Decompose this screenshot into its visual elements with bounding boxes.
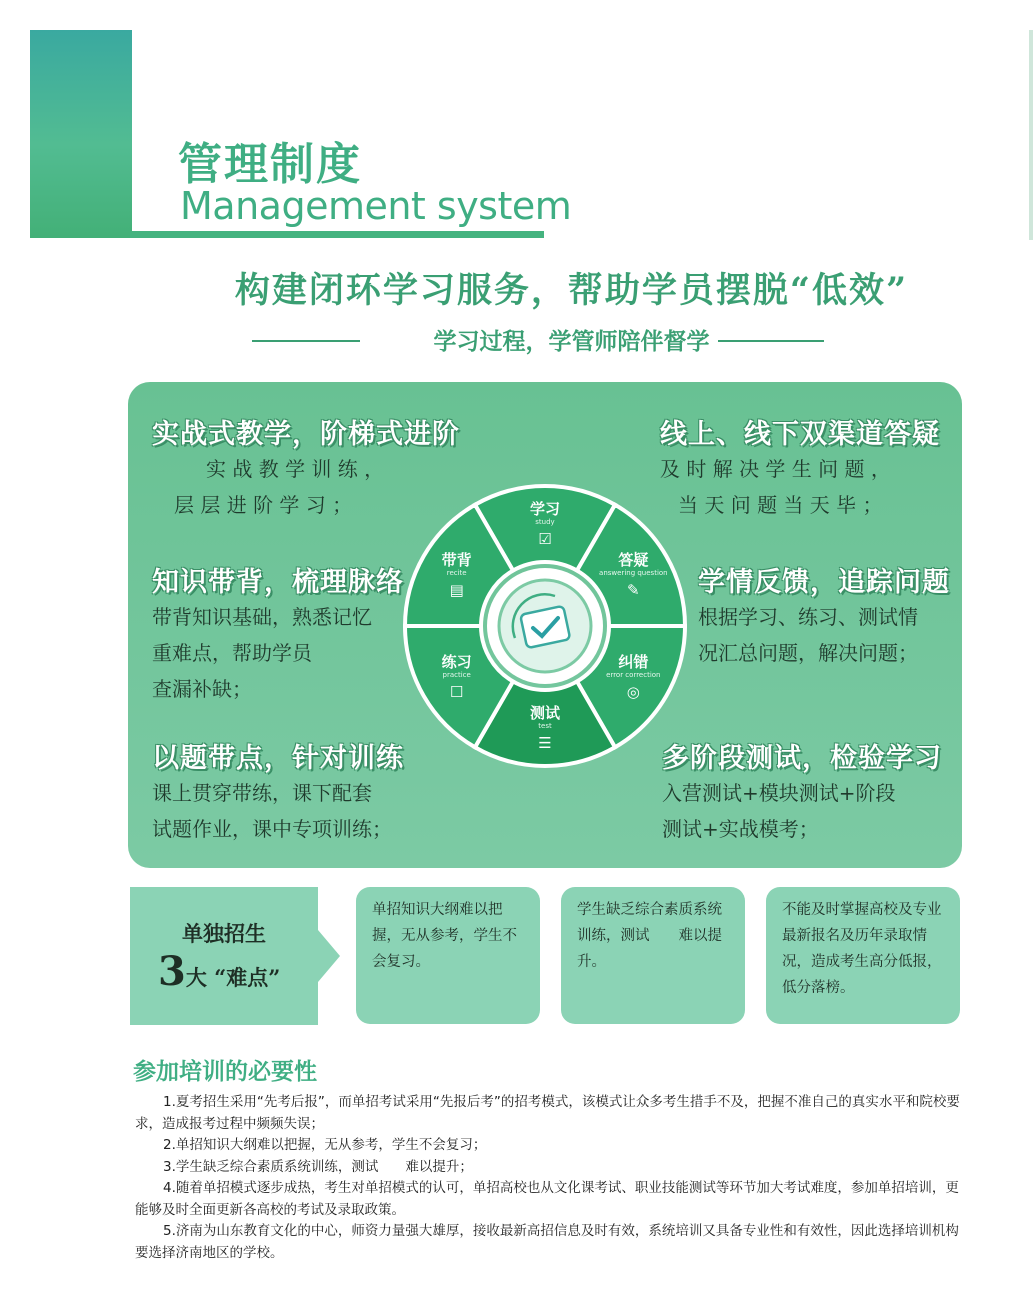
feature-line: 重难点，帮助学员 bbox=[152, 641, 312, 665]
wheel-segment-english: recite bbox=[446, 569, 467, 577]
necessity-item: 3.学生缺乏综合素质系统训练，测试 难以提升； bbox=[163, 1158, 473, 1175]
learning-cycle-wheel bbox=[402, 483, 688, 769]
sub-slogan: 学习过程，学管师陪伴督学 bbox=[433, 328, 710, 355]
necessity-title: 参加培训的必要性 bbox=[133, 1059, 317, 1085]
feature-line: 测试+实战模考； bbox=[662, 817, 819, 841]
difficulty-number: 3 bbox=[158, 948, 186, 995]
divider-right bbox=[718, 340, 824, 342]
wheel-segment-english: answering question bbox=[599, 569, 668, 577]
header-color-block bbox=[30, 30, 132, 238]
difficulty-card bbox=[356, 887, 540, 1024]
feature-line: 层 层 进 阶 学 习 ； bbox=[174, 493, 353, 517]
wheel-segment-label: 测试 bbox=[529, 704, 560, 722]
page-edge-strip bbox=[1029, 30, 1033, 240]
feature-title: 以题带点，针对训练 bbox=[152, 743, 404, 774]
wheel-segment-label: 答疑 bbox=[618, 551, 649, 569]
feature-title: 多阶段测试，检验学习 bbox=[662, 743, 942, 774]
feature-line: 根据学习、练习、测试情 bbox=[698, 605, 918, 629]
feature-line: 实 战 教 学 训 练 ， bbox=[206, 457, 385, 481]
difficulty-count bbox=[158, 948, 280, 995]
feature-line: 及 时 解 决 学 生 问 题 ， bbox=[660, 457, 891, 481]
feature-title: 线上、线下双渠道答疑 bbox=[660, 419, 940, 450]
necessity-item: 2.单招知识大纲难以把握，无从参考，学生不会复习； bbox=[163, 1137, 487, 1153]
necessity-list bbox=[135, 1092, 965, 1264]
slogan: 构建闭环学习服务，帮助学员摆脱“低效” bbox=[234, 270, 909, 311]
wheel-segment-english: error correction bbox=[606, 671, 661, 679]
wheel-segment-english: practice bbox=[442, 671, 471, 679]
chat-icon: ☐ bbox=[449, 683, 464, 701]
feature-line: 入营测试+模块测试+阶段 bbox=[662, 781, 896, 805]
difficulty-heading: 单独招生 bbox=[182, 921, 266, 946]
page-title: 管理制度 bbox=[178, 139, 362, 190]
page-subtitle: Management system bbox=[180, 184, 572, 228]
necessity-item: 1.夏考招生采用“先考后报”，而单招考试采用“先报后考”的招考模式，该模式让众多考生措手不及，把握不准自己的真实水平和院校要求，造成报考过程中频频失误； bbox=[135, 1094, 960, 1132]
wheel-segment-english: test bbox=[538, 722, 552, 730]
pencil-icon: ✎ bbox=[627, 581, 640, 599]
feature-targeted-training bbox=[152, 736, 404, 847]
list-icon: ☰ bbox=[538, 734, 552, 752]
feature-knowledge-recite bbox=[152, 560, 404, 707]
feature-title: 实战式教学，阶梯式进阶 bbox=[152, 419, 460, 450]
feature-line: 带背知识基础，熟悉记忆 bbox=[152, 605, 372, 629]
difficulty-card-text: 学生缺乏综合素质系统训练，测试 难以提升。 bbox=[577, 902, 722, 970]
feature-line: 查漏补缺； bbox=[152, 677, 252, 701]
difficulty-card-text: 不能及时掌握高校及专业最新报名及历年录取情况，造成考生高分低报，低分落榜。 bbox=[782, 902, 942, 996]
difficulty-card bbox=[766, 887, 960, 1024]
feature-dual-channel-qa bbox=[660, 412, 940, 523]
difficulty-card bbox=[561, 887, 745, 1024]
book-icon: ▤ bbox=[449, 581, 464, 599]
wheel-segment-label: 纠错 bbox=[618, 653, 649, 671]
wheel-segment-label: 带背 bbox=[441, 551, 472, 569]
difficulty-suffix: 大 “难点” bbox=[185, 965, 281, 990]
difficulty-arrow bbox=[318, 930, 340, 982]
feature-title: 知识带背，梳理脉络 bbox=[152, 567, 404, 598]
wheel-segment-label: 学习 bbox=[529, 500, 560, 518]
necessity-item: 5.济南为山东教育文化的中心，师资力量强大雄厚，接收最新高招信息及时有效，系统培训又具备专业性和有效性，因此选择培训机构要选择济南地区的学校。 bbox=[135, 1223, 959, 1261]
difficulty-card-text: 单招知识大纲难以把握，无从参考，学生不会复习。 bbox=[372, 902, 517, 970]
necessity-item: 4.随着单招模式逐步成热，考生对单招模式的认可，单招高校也从文化课考试、职业技能测试等环节加大考试难度，参加单招培训，更能够及时全面更新各高校的考试及录取政策。 bbox=[135, 1180, 959, 1218]
feature-line: 况汇总问题，解决问题； bbox=[698, 641, 918, 665]
feature-line: 当 天 问 题 当 天 毕 ； bbox=[678, 493, 883, 517]
feature-line: 试题作业，课中专项训练； bbox=[152, 817, 392, 841]
header-underline bbox=[130, 231, 544, 238]
feature-learning-feedback bbox=[698, 560, 950, 671]
wheel-segment-english: study bbox=[535, 518, 555, 526]
feature-line: 课上贯穿带练，课下配套 bbox=[152, 781, 372, 805]
clipboard-check-icon: ☑ bbox=[538, 530, 552, 548]
feature-multi-stage-test bbox=[662, 736, 942, 847]
target-icon: ◎ bbox=[626, 683, 640, 701]
feature-title: 学情反馈，追踪问题 bbox=[698, 567, 950, 598]
wheel-segment-label: 练习 bbox=[441, 653, 472, 671]
